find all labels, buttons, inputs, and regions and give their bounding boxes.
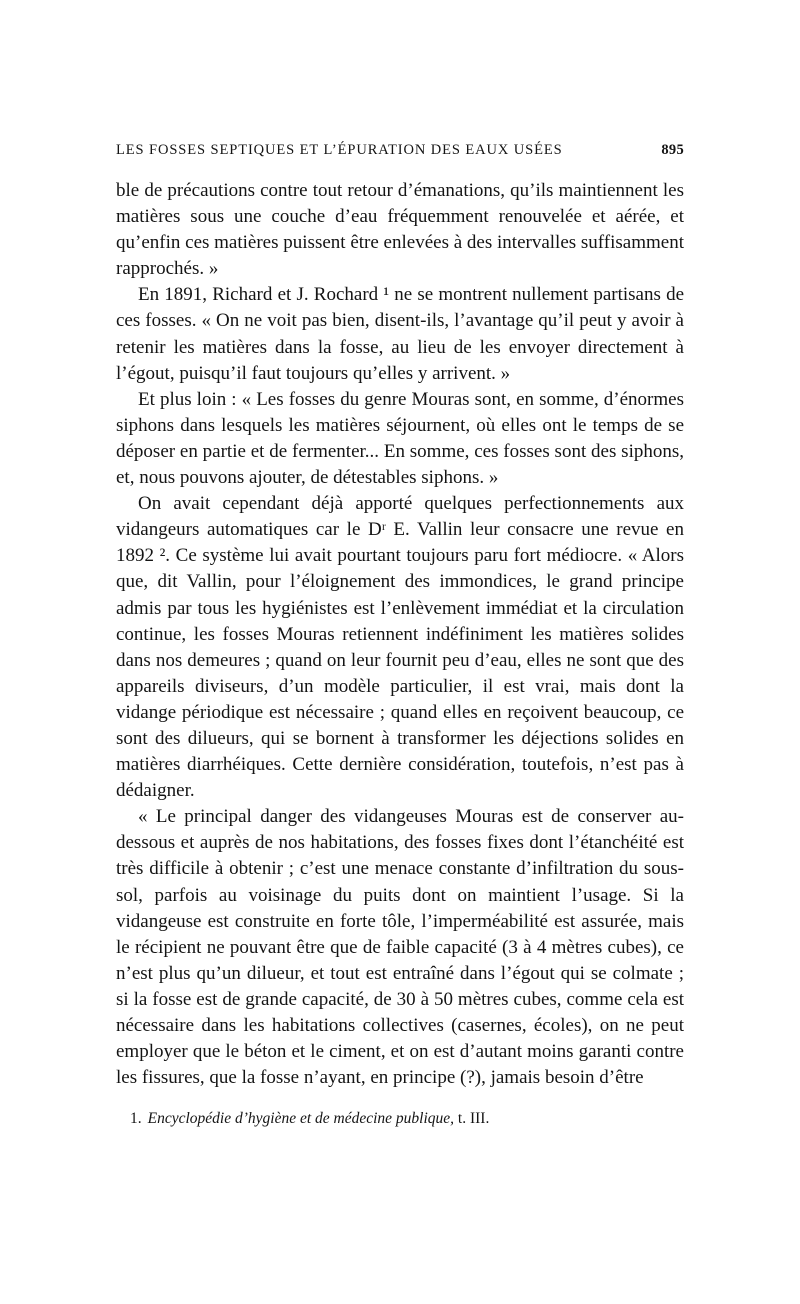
paragraph-2: En 1891, Richard et J. Rochard ¹ ne se montrent nullement partisans de ces fosses. « On ne voit pas bien, disent-ils, l’avantage qu’il peut y avoir à retenir les matières dans la fosse, au lieu de les envoyer directement à l’égout, puisqu’il faut toujours qu’elles y arrivent. » bbox=[116, 284, 684, 384]
paragraph-3: Et plus loin : « Les fosses du genre Mouras sont, en somme, d’énormes siphons dans lesquels les matières séjournent, où elles ont le temps de se déposer en partie et de fermenter... En somme, ces fosses sont des siphons, et, nous pouvons ajouter, de détestables siphons. » bbox=[116, 388, 684, 489]
running-head-title: LES FOSSES SEPTIQUES ET L’ÉPURATION DES EAUX USÉES bbox=[116, 142, 563, 158]
page-number: 895 bbox=[661, 142, 684, 158]
footnote-number: 1. bbox=[130, 1110, 142, 1128]
footnote-title: Encyclopédie d’hygiène et de médecine publique, bbox=[147, 1110, 455, 1128]
paragraph-1: ble de précautions contre tout retour d’émanations, qu’ils maintiennent les matières sous une couche d’eau fréquemment renouvelée et aérée, et qu’enfin ces matières puissent être enlevées à des intervalles suffisamment rapprochés. » bbox=[116, 180, 684, 280]
footnote-volume: t. III. bbox=[454, 1110, 490, 1128]
body-text bbox=[116, 178, 684, 1091]
running-head bbox=[116, 142, 684, 164]
paragraph-4: On avait cependant déjà apporté quelques perfectionnements aux vidangeurs automatiques car le Dʳ E. Vallin leur consacre une revue en 1892 ². Ce système lui avait pourtant toujours paru fort médiocre. « Alors que, dit Vallin, pour l’éloignement des immondices, le grand principe admis par tous les hygiénistes est l’enlèvement immédiat et la circulation continue, les fosses Mouras retiennent indéfiniment les matières solides dans nos demeures ; quand on leur fournit peu d’eau, elles ne sont que des appareils diviseurs, d’un modèle particulier, il est vrai, mais dont la vidange périodique est nécessaire ; quand elles en reçoivent beaucoup, ce sont des dilueurs, qui se bornent à transformer les déjections solides en matières diarrhéiques. Cette dernière considération, toutefois, n’est pas à dédaigner. bbox=[116, 493, 684, 802]
footnote bbox=[130, 1109, 684, 1129]
page bbox=[116, 142, 684, 1129]
paragraph-5: « Le principal danger des vidangeuses Mouras est de conserver au-dessous et auprès de nos habitations, des fosses fixes dont l’étanchéité est très difficile à obtenir ; c’est une menace constante d’infiltration du sous-sol, parfois au voisinage du puits dont on maintient l’usage. Si la vidangeuse est construite en forte tôle, l’imperméabilité est assurée, mais le récipient ne pouvant être que de faible capacité (3 à 4 mètres cubes), ce n’est plus qu’un dilueur, et tout est entraîné dans l’égout qui se colmate ; si la fosse est de grande capacité, de 30 à 50 mètres cubes, comme cela est nécessaire dans les habitations collectives (casernes, écoles), on ne peut employer que le béton et le ciment, et on est d’autant moins garanti contre les fissures, que la fosse n’ayant, en principe (?), jamais besoin d’être bbox=[116, 806, 684, 1089]
